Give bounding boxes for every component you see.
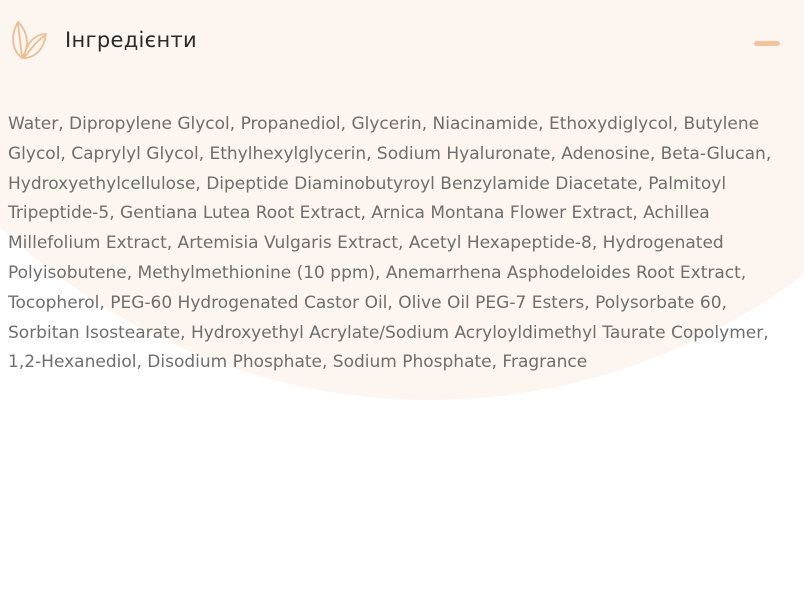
accordion-header[interactable] xyxy=(0,0,804,80)
minus-icon xyxy=(754,41,780,46)
leaf-icon xyxy=(8,18,48,60)
section-title: Інгредієнти xyxy=(65,28,197,52)
collapse-button[interactable] xyxy=(748,30,788,60)
ingredients-list: Water, Dipropylene Glycol, Propanediol, Glycerin, Niacinamide, Ethoxydiglycol, Butylene Glycol, Caprylyl Glycol, Ethylhexylglycerin, Sodium Hyaluronate, Adenosine, Beta-Glucan, Hydroxyethylcellulose, Dipeptide Diaminobutyroyl Benzylamide Diacetate, Palmitoyl Tripeptide-5, Gentiana Lutea Root Extract, Arnica Montana Flower Extract, Achillea Millefolium Extract, Artemisia Vulgaris Extract, Acetyl Hexapeptide-8, Hydrogenated Polyisobutene, Methylmethionine (10 ppm), Anemarrhena Asphodeloides Root Extract, Tocopherol, PEG-60 Hydrogenated Castor Oil, Olive Oil PEG-7 Esters, Polysorbate 60, Sorbitan Isostearate, Hydroxyethyl Acrylate/Sodium Acryloyldimethyl Taurate Copolymer, 1,2-Hexanediol, Disodium Phosphate, Sodium Phosphate, Fragrance xyxy=(8,114,772,373)
